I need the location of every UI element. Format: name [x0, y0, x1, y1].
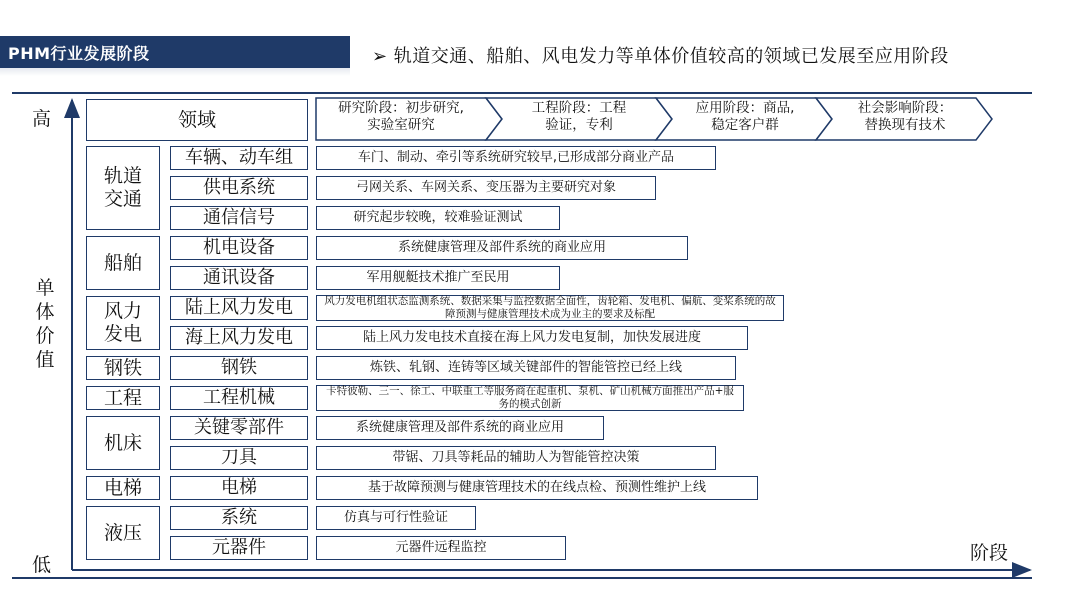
sub-onshore-wind: 陆上风力发电	[170, 296, 308, 320]
desc-construction-machinery: 卡特彼勒、三一、徐工、中联重工等服务商在起重机、泵机、矿山机械方面推出产品+服务的模式创新	[316, 385, 744, 411]
sub-power-supply: 供电系统	[170, 176, 308, 200]
desc-components: 元器件远程监控	[316, 536, 566, 560]
sub-elevator: 电梯	[170, 476, 308, 500]
category-ships: 船舶	[86, 236, 160, 290]
desc-system: 仿真与可行性验证	[316, 506, 476, 530]
y-axis-char: 单	[35, 277, 55, 299]
sub-steel: 钢铁	[170, 356, 308, 380]
stage-engineering	[504, 100, 654, 134]
desc-cutting-tools: 带锯、刀具等耗品的辅助人为智能管控决策	[316, 446, 716, 470]
stage-social-line2: 替换现有技术	[864, 116, 946, 133]
desc-signaling: 研究起步较晚，较难验证测试	[316, 206, 560, 230]
stage-application-line1: 应用阶段：商品,	[695, 100, 795, 116]
y-axis-char: 值	[35, 349, 55, 371]
field-header: 领域	[86, 99, 308, 141]
category-hydraulics: 液压	[86, 506, 160, 560]
sub-cutting-tools: 刀具	[170, 446, 308, 470]
y-axis-char: 价	[35, 325, 55, 347]
sub-offshore-wind: 海上风力发电	[170, 326, 308, 350]
sub-signaling: 通信信号	[170, 206, 308, 230]
desc-key-components: 系统健康管理及部件系统的商业应用	[316, 416, 604, 440]
stage-social-line1: 社会影响阶段：	[857, 100, 953, 116]
stage-research-line1: 研究阶段：初步研究,	[338, 100, 464, 116]
desc-onshore-wind: 风力发电机组状态监测系统、数据采集与监控数据全面性，齿轮箱、发电机、偏航、变桨系统的故障预测与健康管理技术成为业主的要求及标配	[316, 295, 784, 321]
sub-communication: 通讯设备	[170, 266, 308, 290]
desc-vehicles: 车门、制动、牵引等系统研究较早,已形成部分商业产品	[316, 146, 716, 170]
stage-engineering-line1: 工程阶段：工程	[531, 100, 627, 116]
category-rail-transit: 轨道交通	[86, 146, 160, 230]
sub-key-components: 关键零部件	[170, 416, 308, 440]
stage-research	[316, 100, 486, 134]
category-elevator: 电梯	[86, 476, 160, 500]
stage-engineering-line2: 验证，专利	[545, 116, 613, 133]
sub-construction-machinery: 工程机械	[170, 386, 308, 410]
sub-electromechanical: 机电设备	[170, 236, 308, 260]
axis-low-label: 低	[32, 554, 52, 576]
desc-offshore-wind: 陆上风力发电技术直接在海上风力发电复制，加快发展进度	[316, 326, 748, 350]
sub-components: 元器件	[170, 536, 308, 560]
category-engineering: 工程	[86, 386, 160, 410]
x-axis-label: 阶段	[970, 542, 1009, 564]
sub-system: 系统	[170, 506, 308, 530]
desc-steel: 炼铁、轧钢、连铸等区域关键部件的智能管控已经上线	[316, 356, 736, 380]
category-wind-power: 风力发电	[86, 296, 160, 350]
axis-high-label: 高	[32, 108, 52, 130]
stage-social	[830, 100, 980, 134]
page-title: PHM行业发展阶段	[8, 44, 150, 63]
headline: ➢ 轨道交通、船舶、风电发力等单体价值较高的领域已发展至应用阶段	[372, 46, 949, 67]
sub-vehicles: 车辆、动车组	[170, 146, 308, 170]
category-machine-tools: 机床	[86, 416, 160, 470]
stage-application-line2: 稳定客户群	[711, 116, 779, 133]
desc-power-supply: 弓网关系、车网关系、变压器为主要研究对象	[316, 176, 656, 200]
desc-electromechanical: 系统健康管理及部件系统的商业应用	[316, 236, 688, 260]
y-axis-label	[32, 276, 58, 372]
category-steel: 钢铁	[86, 356, 160, 380]
desc-communication: 军用舰艇技术推广至民用	[316, 266, 560, 290]
desc-elevator: 基于故障预测与健康管理技术的在线点检、预测性维护上线	[316, 476, 758, 500]
stage-application	[670, 100, 820, 134]
y-axis-char: 体	[35, 301, 55, 323]
stage-research-line2: 实验室研究	[367, 116, 435, 133]
